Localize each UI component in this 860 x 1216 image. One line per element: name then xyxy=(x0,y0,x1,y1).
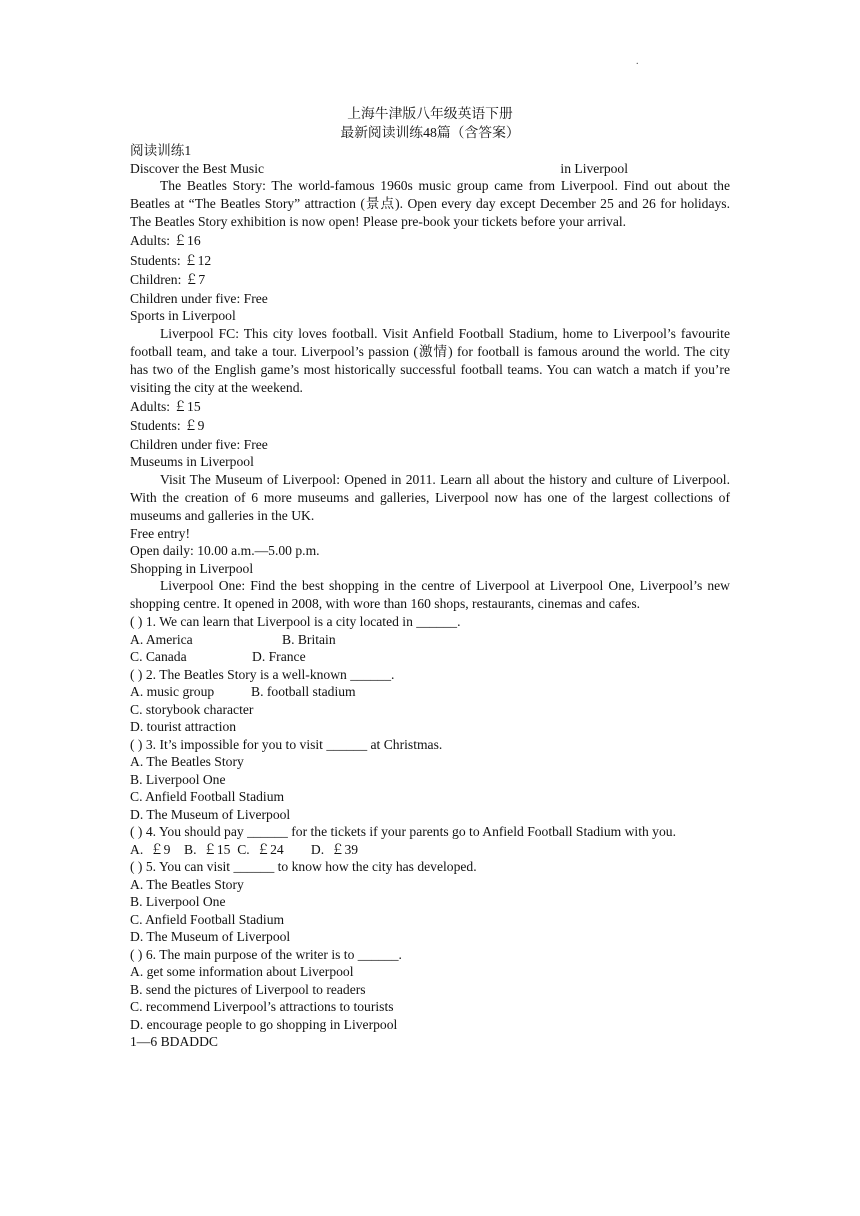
q3-option-c: C. Anfield Football Stadium xyxy=(130,789,285,804)
sports-heading: Sports in Liverpool xyxy=(130,308,236,323)
beatles-price-students: Students: ￡12 xyxy=(130,252,212,268)
q6-option-a: A. get some information about Liverpool xyxy=(130,964,354,979)
q2-option-b: B. football stadium xyxy=(251,684,356,699)
q6-option-c: C. recommend Liverpool’s attractions to tourists xyxy=(130,999,394,1014)
beatles-price-children: Children: ￡7 xyxy=(130,272,206,287)
title-line-2: 最新阅读训练48篇（含答案） xyxy=(340,125,520,140)
question-6: ( ) 6. The main purpose of the writer is to ______. xyxy=(130,946,402,962)
music-heading-left: Discover the Best Music xyxy=(130,160,265,176)
music-heading xyxy=(130,160,730,178)
museums-hours: Open daily: 10.00 a.m.—5.00 p.m. xyxy=(130,543,320,558)
q1-option-a: A. America xyxy=(130,631,193,647)
q5-option-a: A. The Beatles Story xyxy=(130,876,244,892)
q2-option-a: A. music group xyxy=(130,684,215,699)
document-title xyxy=(130,104,730,142)
museums-entry: Free entry! xyxy=(130,525,191,541)
question-1-options-cd xyxy=(130,648,730,666)
beatles-paragraph: The Beatles Story: The world-famous 1960s music group came from Liverpool. Find out about the Beatles at “The Beatles Story” attraction (景点). Open every day except December 25 and 26 for holidays. The Beatles Story exhibition is now open! Please pre-book your tickets before your arrival. xyxy=(130,178,730,229)
sports-paragraph: Liverpool FC: This city loves football. Visit Anfield Football Stadium, home to Liverpool’s favourite football team, and take a tour. Liverpool’s passion (激情) for football is famous around the world. The city has two of the English game’s most historically successful football teams. You can watch a match if you’re visiting the city at the weekend. xyxy=(130,325,730,395)
title-line-1: 上海牛津版八年级英语下册 xyxy=(347,106,513,121)
q2-option-c: C. storybook character xyxy=(130,701,254,717)
document-page xyxy=(130,0,730,1051)
sports-price-adults: Adults: ￡15 xyxy=(130,398,201,414)
beatles-price-adults: Adults: ￡16 xyxy=(130,233,201,248)
q6-option-d: D. encourage people to go shopping in Liverpool xyxy=(130,1016,398,1032)
question-4: ( ) 4. You should pay ______ for the tickets if your parents go to Anfield Football Stadium with you. xyxy=(130,824,676,839)
question-2: ( ) 2. The Beatles Story is a well-known ______. xyxy=(130,666,395,682)
question-1: ( ) 1. We can learn that Liverpool is a city located in ______. xyxy=(130,614,461,629)
q3-option-d: D. The Museum of Liverpool xyxy=(130,806,291,822)
museums-heading: Museums in Liverpool xyxy=(130,454,254,469)
q1-option-b: B. Britain xyxy=(282,631,336,647)
q5-option-b: B. Liverpool One xyxy=(130,894,226,909)
question-5: ( ) 5. You can visit ______ to know how the city has developed. xyxy=(130,859,477,874)
q3-option-b: B. Liverpool One xyxy=(130,771,226,787)
sports-price-under-five: Children under five: Free xyxy=(130,436,268,452)
q6-option-b: B. send the pictures of Liverpool to readers xyxy=(130,981,366,997)
question-1-options-ab xyxy=(130,631,730,649)
section-label: 阅读训练1 xyxy=(130,143,192,158)
q1-option-d: D. France xyxy=(252,649,306,664)
q5-option-d: D. The Museum of Liverpool xyxy=(130,929,291,944)
shopping-paragraph: Liverpool One: Find the best shopping in the centre of Liverpool at Liverpool One, Liverpool’s new shopping centre. It opened in 2008, with wore than 160 shops, restaurants, cinemas and cafes. xyxy=(130,578,730,611)
header-dot: . xyxy=(636,56,639,67)
music-heading-right: in Liverpool xyxy=(560,160,628,176)
q3-option-a: A. The Beatles Story xyxy=(130,754,244,769)
q5-option-c: C. Anfield Football Stadium xyxy=(130,911,285,927)
q2-option-d: D. tourist attraction xyxy=(130,719,237,734)
answer-key: 1—6 BDADDC xyxy=(130,1034,218,1049)
question-3: ( ) 3. It’s impossible for you to visit ______ at Christmas. xyxy=(130,736,443,752)
q1-option-c: C. Canada xyxy=(130,649,187,664)
beatles-price-under-five: Children under five: Free xyxy=(130,290,268,306)
shopping-heading: Shopping in Liverpool xyxy=(130,560,254,576)
question-2-options-ab xyxy=(130,683,730,701)
q4-options: A. ￡9 B. ￡15 C. ￡24 D. ￡39 xyxy=(130,841,359,857)
sports-price-students: Students: ￡9 xyxy=(130,418,205,433)
museums-paragraph: Visit The Museum of Liverpool: Opened in 2011. Learn all about the history and culture of Liverpool. With the creation of 6 more museums and galleries, Liverpool now has one of the largest collections of museums and galleries in the UK. xyxy=(130,471,730,523)
